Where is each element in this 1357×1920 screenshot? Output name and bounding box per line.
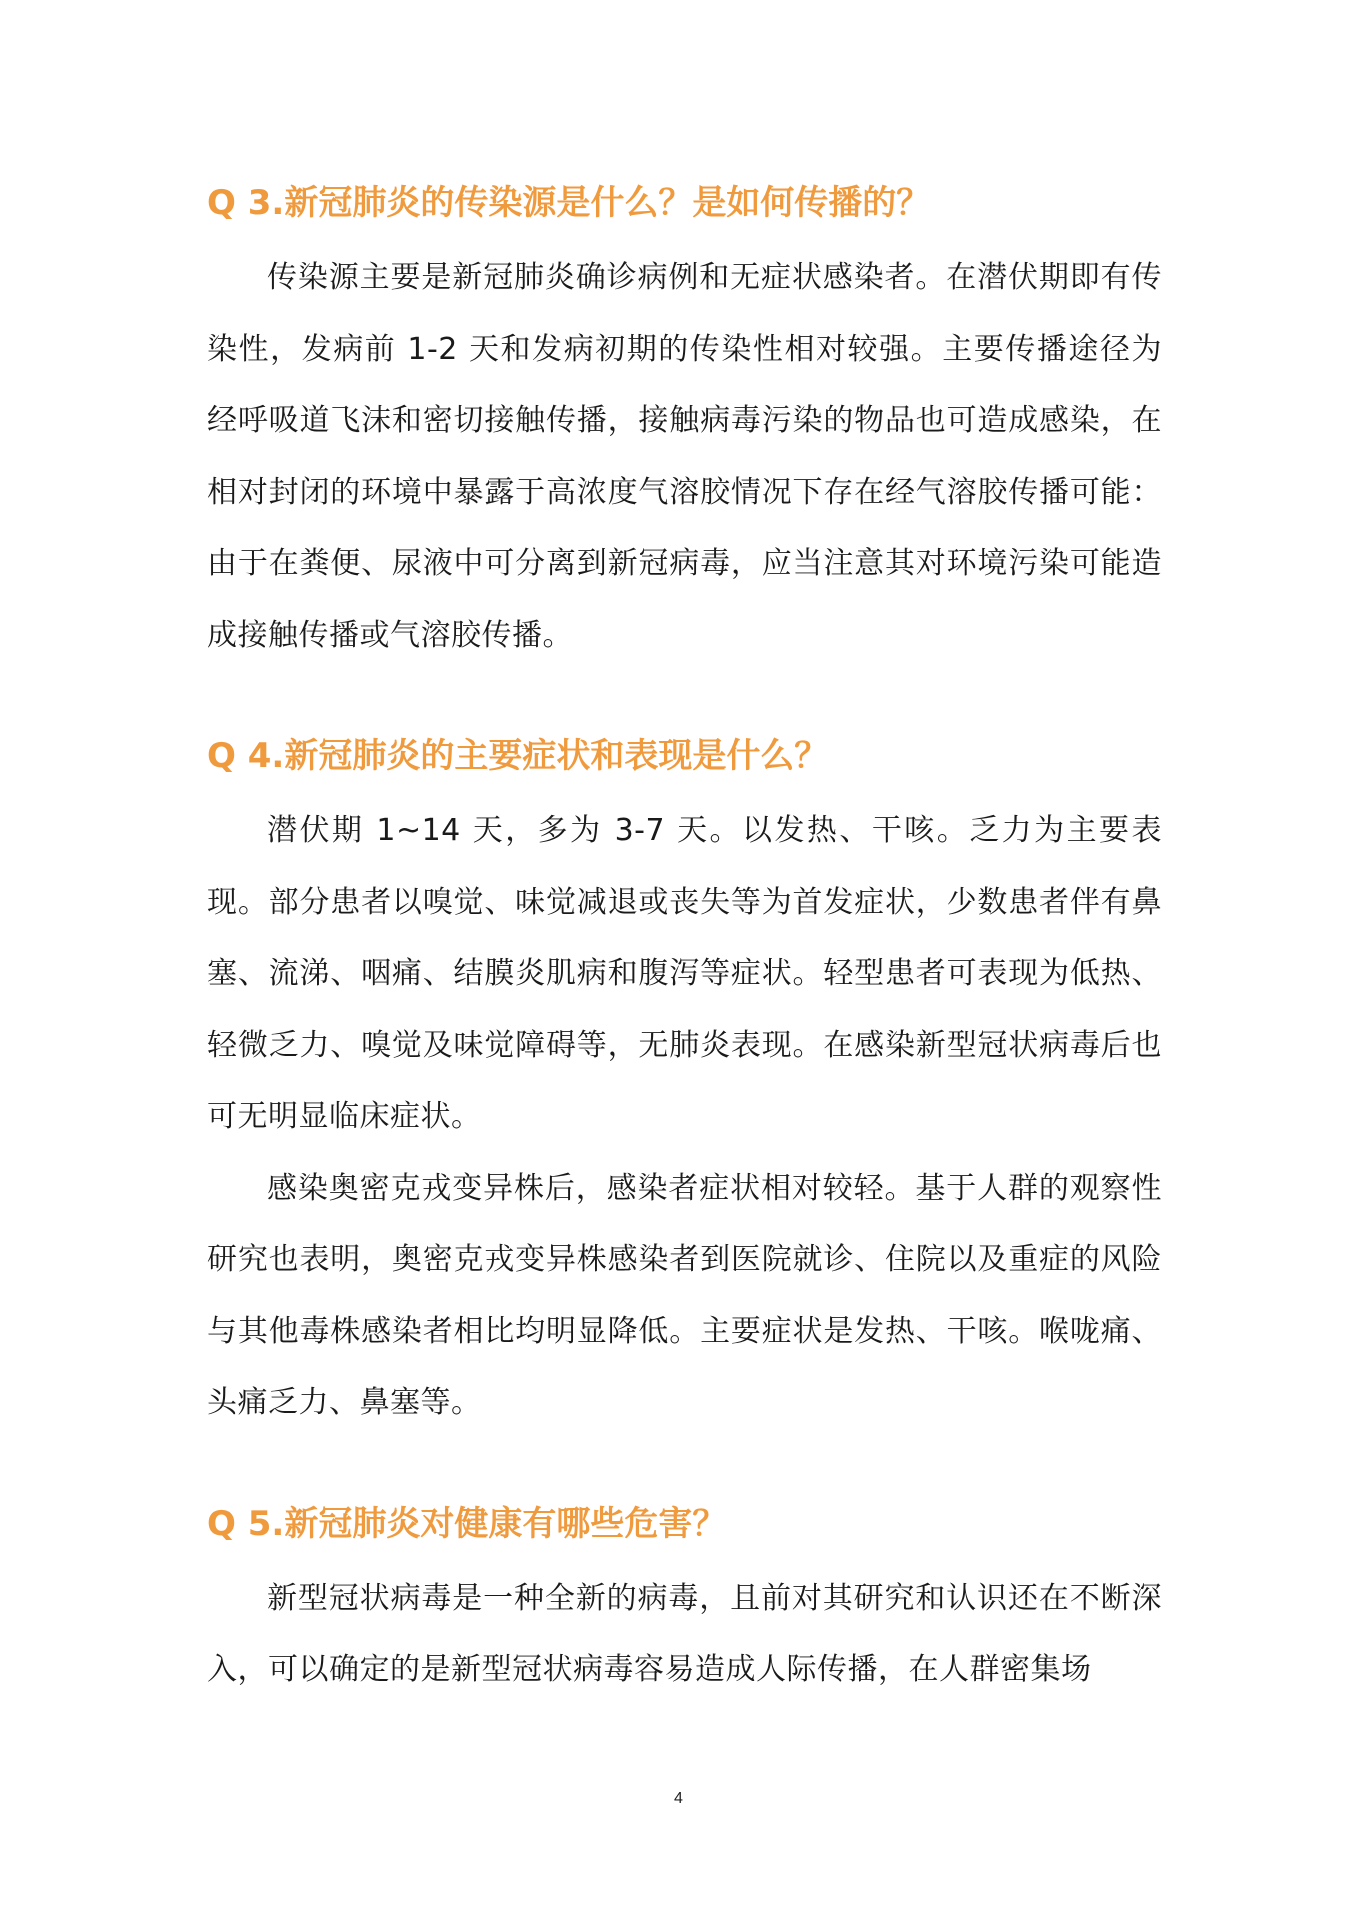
- section-q3: [207, 172, 1162, 671]
- paragraph: 新型冠状病毒是一种全新的病毒，且前对其研究和认识还在不断深入，可以确定的是新型冠状病毒容易造成人际传播，在人群密集场: [207, 1580, 1162, 1687]
- paragraph: 潜伏期 1~14 天，多为 3-7 天。以发热、干咳。乏力为主要表现。部分患者以嗅觉、味觉减退或丧失等为首发症状，少数患者伴有鼻塞、流涕、咽痛、结膜炎肌病和腹泻等症状。轻型患者可表现为低热、轻微乏力、嗅觉及味觉障碍等，无肺炎表现。在感染新型冠状病毒后也可无明显临床症状。: [207, 813, 1162, 1134]
- section-q5: [207, 1493, 1162, 1706]
- paragraph: 传染源主要是新冠肺炎确诊病例和无症状感染者。在潜伏期即有传染性，发病前 1-2 天和发病初期的传染性相对较强。主要传播途径为经呼吸道飞沫和密切接触传播，接触病毒污染的物品也可造成感染，在相对封闭的环境中暴露于高浓度气溶胶情况下存在经气溶胶传播可能：由于在粪便、尿液中可分离到新冠病毒，应当注意其对环境污染可能造成接触传播或气溶胶传播。: [207, 260, 1162, 653]
- section-heading: Q 3.新冠肺炎的传染源是什么？是如何传播的？: [207, 183, 931, 223]
- document-body: [207, 172, 1162, 1706]
- section-q4: [207, 725, 1162, 1439]
- section-heading: Q 5.新冠肺炎对健康有哪些危害？: [207, 1503, 727, 1544]
- section-heading: Q 4.新冠肺炎的主要症状和表现是什么？: [207, 736, 829, 776]
- page-number: 4: [674, 1790, 683, 1807]
- paragraph: 感染奥密克戎变异株后，感染者症状相对较轻。基于人群的观察性研究也表明，奥密克戎变异株感染者到医院就诊、住院以及重症的风险与其他毒株感染者相比均明显降低。主要症状是发热、干咳。喉咙痛、头痛乏力、鼻塞等。: [207, 1170, 1162, 1420]
